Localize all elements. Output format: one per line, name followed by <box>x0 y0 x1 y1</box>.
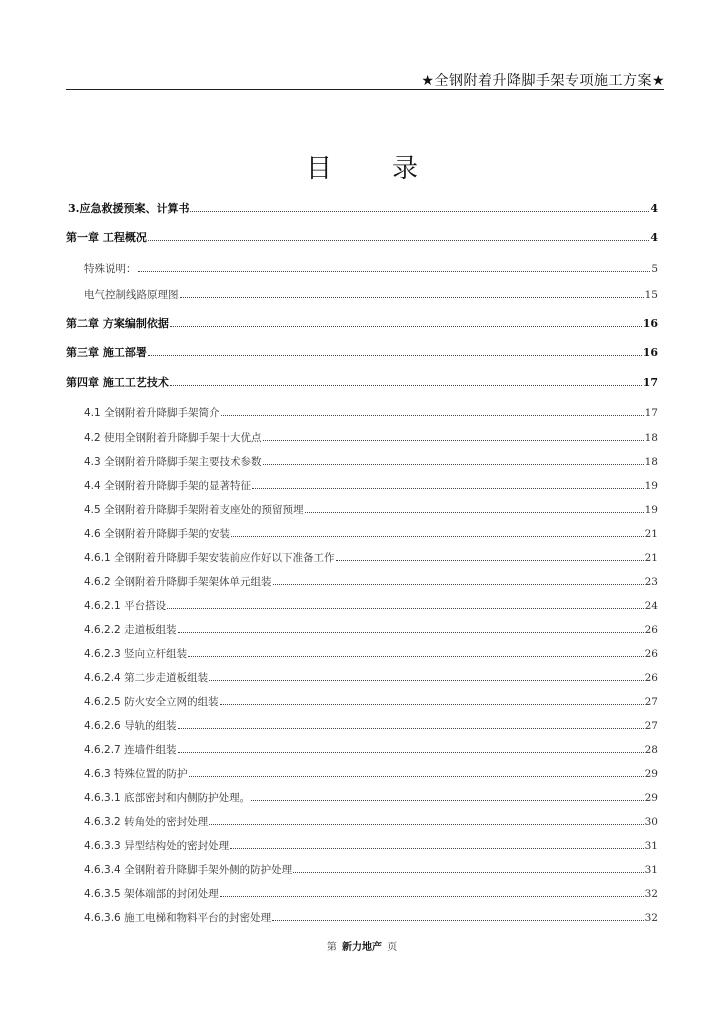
toc-entry-text: 4.6.3 特殊位置的防护 <box>84 768 188 780</box>
toc-entry-text: 4.2 使用全钢附着升降脚手架十大优点 <box>84 432 262 444</box>
toc-leader-dots <box>209 679 644 681</box>
toc-entry-page-number: 30 <box>644 816 658 828</box>
toc-entry[interactable] <box>84 261 658 277</box>
toc-entry[interactable] <box>66 230 658 246</box>
toc-entry[interactable] <box>68 201 658 217</box>
toc-entry-page-number: 16 <box>642 317 658 330</box>
toc-leader-dots <box>231 535 644 537</box>
toc-leader-dots <box>263 439 644 441</box>
toc-entry-text: 4.4 全钢附着升降脚手架的显著特征 <box>84 480 252 492</box>
toc-entry[interactable] <box>84 430 658 446</box>
toc-entry[interactable] <box>84 814 658 830</box>
toc-entry-page-number: 28 <box>644 744 658 756</box>
toc-entry-page-number: 31 <box>644 864 658 876</box>
toc-entry-text: 4.6.2.7 连墙件组装 <box>84 744 177 756</box>
toc-entry-text: 4.6.2.4 第二步走道板组装 <box>84 672 209 684</box>
toc-entry-page-number: 4 <box>650 231 658 244</box>
toc-leader-dots <box>336 559 644 561</box>
footer-company-mark: 新力地产 <box>342 942 382 953</box>
toc-entry[interactable] <box>84 742 658 758</box>
toc-entry-page-number: 32 <box>644 888 658 900</box>
toc-entry[interactable] <box>84 790 658 806</box>
toc-entry[interactable] <box>84 574 658 590</box>
toc-entry-page-number: 21 <box>644 552 658 564</box>
toc-entry[interactable] <box>84 910 658 926</box>
toc-leader-dots <box>273 583 644 585</box>
toc-entry-text: 4.6.3.3 异型结构处的密封处理 <box>84 840 230 852</box>
toc-entry-text: 4.3 全钢附着升降脚手架主要技术参数 <box>84 456 262 468</box>
toc-leader-dots <box>263 463 644 465</box>
toc-entry-page-number: 4 <box>650 202 658 215</box>
toc-entry-text: 4.5 全钢附着升降脚手架附着支座处的预留预埋 <box>84 504 304 516</box>
toc-entry-text: 第一章 工程概况 <box>66 231 147 244</box>
toc-entry-page-number: 5 <box>651 263 658 275</box>
toc-entry-page-number: 27 <box>644 696 658 708</box>
toc-entry[interactable] <box>84 670 658 686</box>
toc-entry-text: 第四章 施工工艺技术 <box>66 376 169 389</box>
toc-entry[interactable] <box>84 405 658 421</box>
toc-entry[interactable] <box>84 694 658 710</box>
toc-leader-dots <box>178 751 644 753</box>
toc-entry-text: 4.6.3.4 全钢附着升降脚手架外侧的防护处理 <box>84 864 293 876</box>
toc-leader-dots <box>272 919 644 921</box>
toc-entry-page-number: 26 <box>644 624 658 636</box>
toc-entry-page-number: 29 <box>644 792 658 804</box>
toc-entry[interactable] <box>84 622 658 638</box>
page-footer <box>0 938 724 953</box>
toc-entry-page-number: 26 <box>644 672 658 684</box>
toc-entry[interactable] <box>84 886 658 902</box>
document-header-title: ★全钢附着升降脚手架专项施工方案★ <box>421 73 665 89</box>
toc-leader-dots <box>170 384 642 386</box>
toc-leader-dots <box>178 631 644 633</box>
footer-prefix: 第 <box>326 942 337 953</box>
toc-leader-dots <box>189 775 644 777</box>
toc-entry[interactable] <box>84 454 658 470</box>
toc-entry-text: 4.6.2.2 走道板组装 <box>84 624 177 636</box>
toc-entry-text: 4.6.3.1 底部密封和内侧防护处理。 <box>84 792 251 804</box>
toc-entry-page-number: 18 <box>644 432 658 444</box>
toc-entry-page-number: 21 <box>644 528 658 540</box>
toc-entry-text: 4.6.3.5 架体端部的封闭处理 <box>84 888 219 900</box>
toc-leader-dots <box>209 823 644 825</box>
toc-entry-page-number: 24 <box>644 600 658 612</box>
toc-leader-dots <box>221 414 644 416</box>
footer-suffix: 页 <box>387 942 398 953</box>
toc-entry-text: 特殊说明： <box>84 263 137 275</box>
toc-entry-text: 4.6 全钢附着升降脚手架的安装 <box>84 528 231 540</box>
toc-leader-dots <box>230 847 644 849</box>
toc-entry-page-number: 17 <box>642 376 658 389</box>
toc-leader-dots <box>167 607 644 609</box>
toc-title: 目录 <box>305 154 478 184</box>
toc-entry-text: 4.6.2.3 竖向立杆组装 <box>84 648 188 660</box>
toc-leader-dots <box>220 895 644 897</box>
toc-entry-text: 4.6.2.1 平台搭设 <box>84 600 167 612</box>
toc-leader-dots <box>188 655 644 657</box>
toc-entry-page-number: 18 <box>644 456 658 468</box>
toc-entry[interactable] <box>84 766 658 782</box>
toc-entry-page-number: 31 <box>644 840 658 852</box>
toc-entry-text: 4.6.3.6 施工电梯和物料平台的封密处理 <box>84 912 272 924</box>
toc-leader-dots <box>180 296 644 298</box>
toc-leader-dots <box>251 799 644 801</box>
toc-entry[interactable] <box>84 718 658 734</box>
toc-leader-dots <box>148 354 642 356</box>
toc-entry[interactable] <box>84 838 658 854</box>
toc-entry-page-number: 15 <box>644 289 658 301</box>
toc-entry[interactable] <box>84 287 658 303</box>
toc-entry-text: 4.6.2.6 导轨的组装 <box>84 720 177 732</box>
toc-entry-text: 电气控制线路原理图 <box>84 289 179 301</box>
toc-leader-dots <box>220 703 644 705</box>
toc-leader-dots <box>178 727 644 729</box>
toc-entry-page-number: 16 <box>642 346 658 359</box>
toc-entry-page-number: 32 <box>644 912 658 924</box>
toc-leader-dots <box>305 511 644 513</box>
toc-entry-page-number: 29 <box>644 768 658 780</box>
toc-entry[interactable] <box>84 478 658 494</box>
toc-entry[interactable] <box>66 316 658 332</box>
toc-entry-text: 3.应急救援预案、计算书 <box>68 202 190 215</box>
toc-entry[interactable] <box>84 862 658 878</box>
toc-leader-dots <box>138 270 651 272</box>
toc-entry[interactable] <box>84 526 658 542</box>
toc-entry-text: 第三章 施工部署 <box>66 346 147 359</box>
toc-leader-dots <box>252 487 644 489</box>
toc-leader-dots <box>190 210 649 212</box>
toc-entry-text: 4.6.3.2 转角处的密封处理 <box>84 816 209 828</box>
toc-entry[interactable] <box>84 646 658 662</box>
toc-entry-page-number: 23 <box>644 576 658 588</box>
toc-entry-page-number: 19 <box>644 480 658 492</box>
toc-entry-page-number: 19 <box>644 504 658 516</box>
toc-entry[interactable] <box>84 598 658 614</box>
toc-entry[interactable] <box>84 502 658 518</box>
toc-entry[interactable] <box>84 550 658 566</box>
toc-leader-dots <box>293 871 644 873</box>
toc-entry-text: 4.6.2.5 防火安全立网的组装 <box>84 696 219 708</box>
toc-entry[interactable] <box>66 345 658 361</box>
toc-entry-page-number: 26 <box>644 648 658 660</box>
toc-leader-dots <box>148 239 650 241</box>
toc-entry-text: 4.1 全钢附着升降脚手架简介 <box>84 407 220 419</box>
toc-entry-page-number: 17 <box>644 407 658 419</box>
toc-entry-text: 4.6.1 全钢附着升降脚手架安装前应作好以下准备工作 <box>84 552 335 564</box>
toc-entry[interactable] <box>66 375 658 391</box>
toc-entry-text: 4.6.2 全钢附着升降脚手架架体单元组装 <box>84 576 272 588</box>
toc-leader-dots <box>170 325 642 327</box>
toc-entry-text: 第二章 方案编制依据 <box>66 317 169 330</box>
toc-entry-page-number: 27 <box>644 720 658 732</box>
